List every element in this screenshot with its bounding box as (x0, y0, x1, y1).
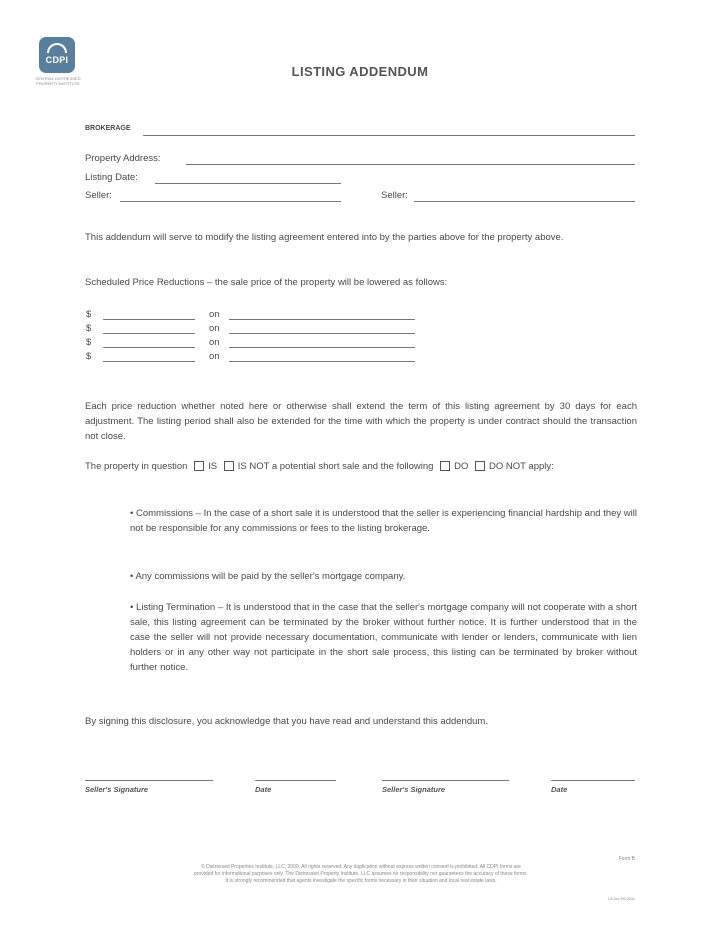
logo-arc-icon (47, 43, 67, 53)
price-amount-field[interactable] (103, 333, 195, 334)
price-row-currency: $ (86, 351, 92, 362)
seller-1-label: Seller: (85, 190, 112, 201)
price-amount-field[interactable] (103, 361, 195, 362)
brokerage-field[interactable] (143, 135, 635, 136)
listing-date-field[interactable] (155, 183, 341, 184)
form-number: Form B (618, 856, 635, 862)
price-row-currency: $ (86, 309, 92, 320)
do-label: DO (454, 461, 469, 472)
logo-tagline-1: CENTRAL DISTRESSED (35, 76, 81, 81)
logo-tagline-2: PROPERTY INSTITUTE (36, 81, 80, 86)
intro-paragraph: This addendum will serve to modify the listing agreement entered into by the parties above for the property above. (85, 232, 564, 243)
price-date-field[interactable] (229, 361, 415, 362)
price-row-on: on (209, 309, 220, 320)
brokerage-label: BROKERAGE (85, 125, 131, 132)
price-row-currency: $ (86, 337, 92, 348)
do-checkbox[interactable] (440, 461, 450, 471)
listing-termination-bullet: • Listing Termination – It is understood that in the case that the seller's mortgage company will not cooperate with a short sale, this listing agreement can be terminated by the broker without further notice. It is further understood that in the case the seller will not provide necessary documentation, communicate with lender or lenders, communicate with lien holders or in any other way not participate in the short sale process, this listing can be terminated by broker without further notice. (130, 602, 637, 673)
footer-line-1: © Distressed Properties Institute, LLC, 2009. All rights reserved. Any duplication without express written consent is prohibited. All CDPI forms are (201, 864, 521, 870)
date-1-field[interactable] (255, 780, 336, 781)
commissions-paid-bullet: • Any commissions will be paid by the seller's mortgage company. (130, 571, 406, 582)
seller-2-label: Seller: (381, 190, 408, 201)
price-row-on: on (209, 337, 220, 348)
do-not-checkbox[interactable] (475, 461, 485, 471)
is-checkbox[interactable] (194, 461, 204, 471)
seller-2-field[interactable] (414, 201, 635, 202)
date-2-field[interactable] (551, 780, 635, 781)
listing-date-label: Listing Date: (85, 172, 138, 183)
page-title: LISTING ADDENDUM (291, 64, 429, 79)
seller-1-field[interactable] (120, 201, 341, 202)
price-date-field[interactable] (229, 333, 415, 334)
logo-text: CDPI (45, 55, 69, 65)
seller-signature-2-label: Seller's Signature (382, 785, 446, 794)
price-date-field[interactable] (229, 347, 415, 348)
extension-paragraph: Each price reduction whether noted here or otherwise shall extend the term of this listing agreement by 30 days for each adjustment. The listing period shall also be extended for the time with which the property is under contract should the transaction not close. (85, 401, 637, 442)
short-sale-line (85, 461, 554, 472)
property-address-field[interactable] (186, 164, 635, 165)
price-row-on: on (209, 323, 220, 334)
is-not-checkbox[interactable] (224, 461, 234, 471)
footer-line-3: It is strongly recommended that agents investigate the specific forms necessary in their situation and local real estate laws. (225, 878, 497, 884)
price-amount-field[interactable] (103, 319, 195, 320)
footer-line-2: provided for informational purposes only. The Distressed Property Institute, LLC assumes no responsibility nor guarantees the accuracy of these forms. (194, 871, 528, 877)
is-not-label: IS NOT a potential short sale and the following (237, 461, 434, 472)
short-sale-prefix: The property in question (85, 461, 188, 472)
price-reductions-heading: Scheduled Price Reductions – the sale price of the property will be lowered as follows: (85, 277, 448, 288)
date-2-label: Date (551, 785, 568, 794)
footer-notice (85, 864, 637, 885)
price-date-field[interactable] (229, 319, 415, 320)
acknowledgement-text: By signing this disclosure, you acknowledge that you have read and understand this addendum. (85, 716, 488, 727)
seller-signature-2-field[interactable] (382, 780, 509, 781)
commissions-bullet: • Commissions – In the case of a short sale it is understood that the seller is experiencing financial hardship and they will not be responsible for any commissions or fees to the listing brokerage. (130, 508, 637, 534)
price-row-on: on (209, 351, 220, 362)
date-1-label: Date (255, 785, 272, 794)
do-not-label: DO NOT apply: (489, 461, 554, 472)
seller-signature-1-field[interactable] (85, 780, 213, 781)
seller-signature-1-label: Seller's Signature (85, 785, 149, 794)
is-label: IS (208, 461, 218, 472)
revision-code: LA-rev 09-2011 (607, 896, 635, 901)
property-address-label: Property Address: (85, 153, 161, 164)
price-amount-field[interactable] (103, 347, 195, 348)
price-row-currency: $ (86, 323, 92, 334)
